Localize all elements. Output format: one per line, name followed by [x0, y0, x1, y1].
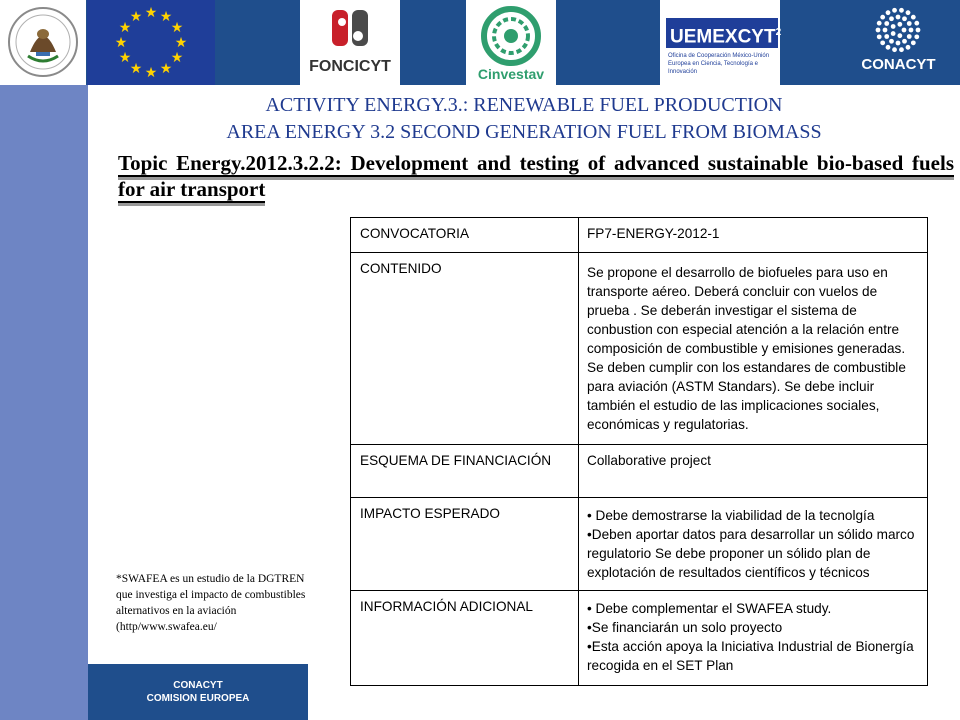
conacyt-dot-icon	[902, 16, 907, 21]
header-spacer	[557, 0, 660, 85]
row-value: Collaborative project	[579, 445, 928, 498]
conacyt-dot-icon	[896, 15, 901, 20]
conacyt-dot-icon	[889, 39, 894, 44]
conacyt-dot-icon	[899, 47, 904, 52]
conacyt-dot-icon	[883, 28, 888, 33]
list-item: •Se financiarán un solo proyecto	[587, 620, 783, 635]
eu-star-icon: ★	[144, 4, 158, 20]
conacyt-dot-icon	[886, 45, 891, 50]
conacyt-logo	[837, 0, 960, 85]
row-value: FP7-ENERGY-2012-1	[579, 218, 928, 253]
uemexcyt-label: UEMEXCYT$^2$	[666, 18, 778, 48]
row-key: IMPACTO ESPERADO	[351, 498, 579, 591]
conacyt-dot-icon	[876, 28, 881, 33]
table-row	[351, 591, 928, 686]
conacyt-dot-icon	[906, 45, 911, 50]
uemexcyt-subtitle: Oficina de Cooperación México-Unión Europea en Ciencia, Tecnología e Innovación	[668, 53, 770, 75]
conacyt-dot-icon	[897, 33, 902, 38]
row-key: CONTENIDO	[351, 253, 579, 445]
conacyt-dot-icon	[889, 16, 894, 21]
eu-star-icon: ★	[170, 49, 184, 65]
eu-star-icon: ★	[114, 34, 128, 50]
conacyt-dot-icon	[877, 21, 882, 26]
eu-star-icon: ★	[118, 49, 132, 65]
topic-title: Topic Energy.2012.3.2.2: Development and testing of advanced sustainable bio-based fuels for air transport	[118, 151, 954, 201]
table-row	[351, 218, 928, 253]
eu-star-icon: ★	[174, 34, 188, 50]
row-value	[579, 498, 928, 591]
conacyt-dot-icon	[899, 8, 904, 13]
conacyt-dot-icon	[906, 10, 911, 15]
conacyt-dot-icon	[892, 8, 897, 13]
eu-star-icon: ★	[118, 19, 132, 35]
conacyt-dot-icon	[911, 15, 916, 20]
foncicyt-logo	[300, 0, 400, 85]
conacyt-dot-icon	[891, 31, 896, 36]
row-value: Se propone el desarrollo de biofueles para uso en transporte aéreo. Deberá concluir con vuelos de prueba . Se deberán investigar el sistema de conbustion con especial atención a la relación entre composición de combustible y emisiones generadas. Se deben cumplir con los estandares de combustible para aviación (ASTM Standars). Se debe incluir también el estudio de las implicaciones sociales, económicas y regulatorias.	[579, 253, 928, 445]
eu-star-icon: ★	[159, 8, 173, 25]
mexico-seal-logo	[0, 0, 86, 85]
header-spacer	[216, 0, 300, 85]
swafea-footnote: *SWAFEA es un estudio de la DGTREN que investiga el impacto de combustibles alternativos en la aviación (http/www.swafea.eu/	[116, 573, 306, 633]
conacyt-dot-icon	[877, 34, 882, 39]
eu-star-icon: ★	[129, 8, 143, 25]
conacyt-dot-icon	[884, 34, 889, 39]
conacyt-dot-icon	[880, 15, 885, 20]
footer-line-1: CONACYT	[173, 680, 223, 691]
conacyt-dot-icon	[911, 40, 916, 45]
list-item: •Deben aportar datos para desarrollar un sólido marco regulatorio Se debe proponer un sólido plan de explotación de resultados científicos y técnicos	[587, 527, 915, 580]
row-key: CONVOCATORIA	[351, 218, 579, 253]
conacyt-dot-icon	[886, 10, 891, 15]
list-item: • Debe complementar el SWAFEA study.	[587, 601, 832, 616]
row-key: ESQUEMA DE FINANCIACIÓN	[351, 445, 579, 498]
conacyt-dot-icon	[891, 24, 896, 29]
header-spacer	[401, 0, 466, 85]
call-info-table	[350, 217, 928, 686]
uemexcyt-logo	[660, 0, 780, 85]
eu-star-icon: ★	[170, 19, 184, 35]
conacyt-dot-icon	[914, 34, 919, 39]
cinvestav-logo	[466, 0, 556, 85]
eu-star-icon: ★	[159, 59, 173, 76]
foncicyt-label: FONCICYT	[309, 58, 391, 75]
table-row	[351, 498, 928, 591]
conacyt-dot-icon	[907, 21, 912, 26]
conacyt-dot-icon	[914, 21, 919, 26]
conacyt-dot-icon	[897, 22, 902, 27]
eu-star-icon: ★	[129, 59, 143, 76]
eu-star-icon: ★	[144, 64, 158, 80]
conacyt-dot-icon	[884, 21, 889, 26]
conacyt-dot-icon	[907, 34, 912, 39]
row-value	[579, 591, 928, 686]
conacyt-dot-icon	[902, 28, 907, 33]
list-item: •Esta acción apoya la Iniciativa Industrial de Bionergía recogida en el SET Plan	[587, 639, 914, 673]
row-key: INFORMACIÓN ADICIONAL	[351, 591, 579, 686]
conacyt-label: CONACYT	[861, 56, 936, 73]
cinvestav-label: Cinvestav	[477, 66, 545, 82]
left-sidebar-band	[0, 85, 88, 720]
conacyt-dot-icon	[892, 47, 897, 52]
conacyt-dot-icon	[916, 28, 921, 33]
footer-line-2: COMISION EUROPEA	[146, 693, 250, 704]
activity-heading: ACTIVITY ENERGY.3.: RENEWABLE FUEL PRODUCTION	[265, 94, 783, 116]
conacyt-dot-icon	[902, 39, 907, 44]
conacyt-dot-icon	[909, 28, 914, 33]
list-item: • Debe demostrarse la viabilidad de la tecnolgía	[587, 508, 875, 523]
table-row	[351, 253, 928, 445]
conacyt-dot-icon	[880, 40, 885, 45]
eu-flag-logo	[87, 0, 215, 85]
footer-box	[88, 664, 308, 720]
conacyt-dot-icon	[896, 41, 901, 46]
table-row	[351, 445, 928, 498]
area-heading: AREA ENERGY 3.2 SECOND GENERATION FUEL FROM BIOMASS	[226, 121, 822, 143]
